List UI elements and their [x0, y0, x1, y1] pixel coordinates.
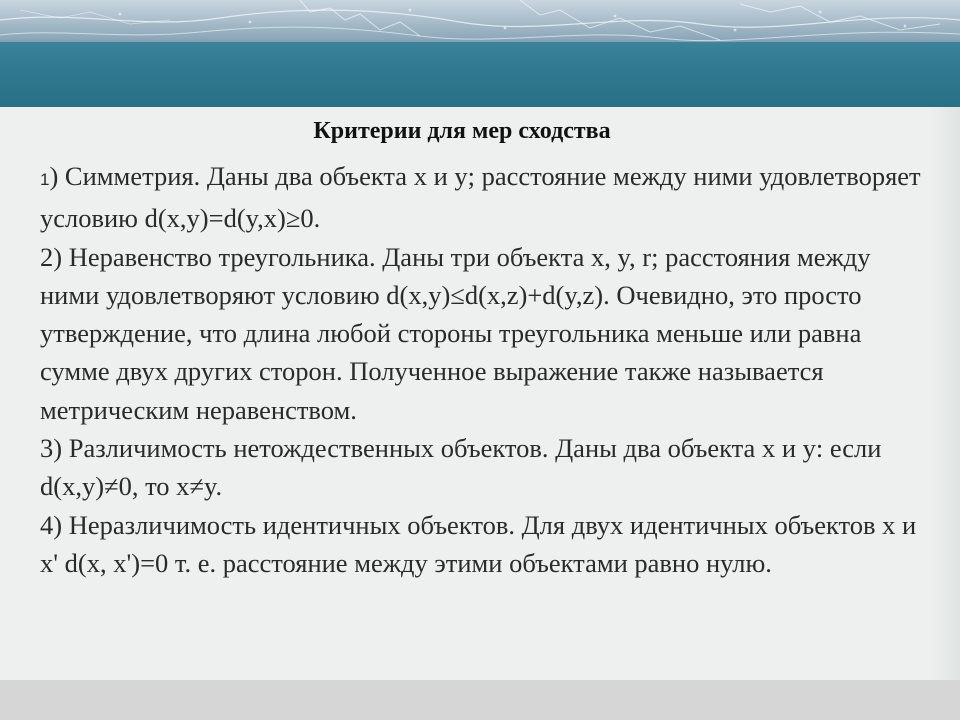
paragraph-text: 2) Неравенство треугольника. Даны три объекта x, y, r; расстояния между ними удовлетворяют условию d(x,y)≤d(x,z)+d(y,z). Очевидно, это просто утверждение, что длина любой стороны треугольника меньше или равна сумме двух других сторон. Полученное выражение также называется метрическим неравенством. [40, 241, 871, 425]
header-banner [0, 0, 960, 107]
header-band [0, 42, 960, 107]
paragraph-distinguishability [40, 429, 935, 506]
paragraph-indistinguishability [40, 506, 935, 583]
slide-title [0, 118, 930, 145]
paragraph-symmetry [40, 157, 935, 238]
paragraph-text: ) Симметрия. Даны два объекта x и y; расстояние между ними удовлетворяет условию d(x,y)=d(y,x)≥0. [40, 161, 921, 234]
paragraph-triangle-inequality [40, 238, 935, 429]
slide-body [40, 157, 935, 582]
footer-bar [0, 680, 960, 720]
slide-title-text: Критерии для мер сходства [313, 118, 611, 144]
item-number: 1 [40, 170, 50, 189]
paragraph-text: 3) Различимость нетождественных объектов. Даны два объекта x и y: если d(x,y)≠0, то x≠y. [40, 433, 882, 502]
paragraph-text: 4) Неразличимость идентичных объектов. Для двух идентичных объектов x и x' d(x, x')=0 т. е. расстояние между этими объектами равно нулю. [40, 509, 917, 578]
